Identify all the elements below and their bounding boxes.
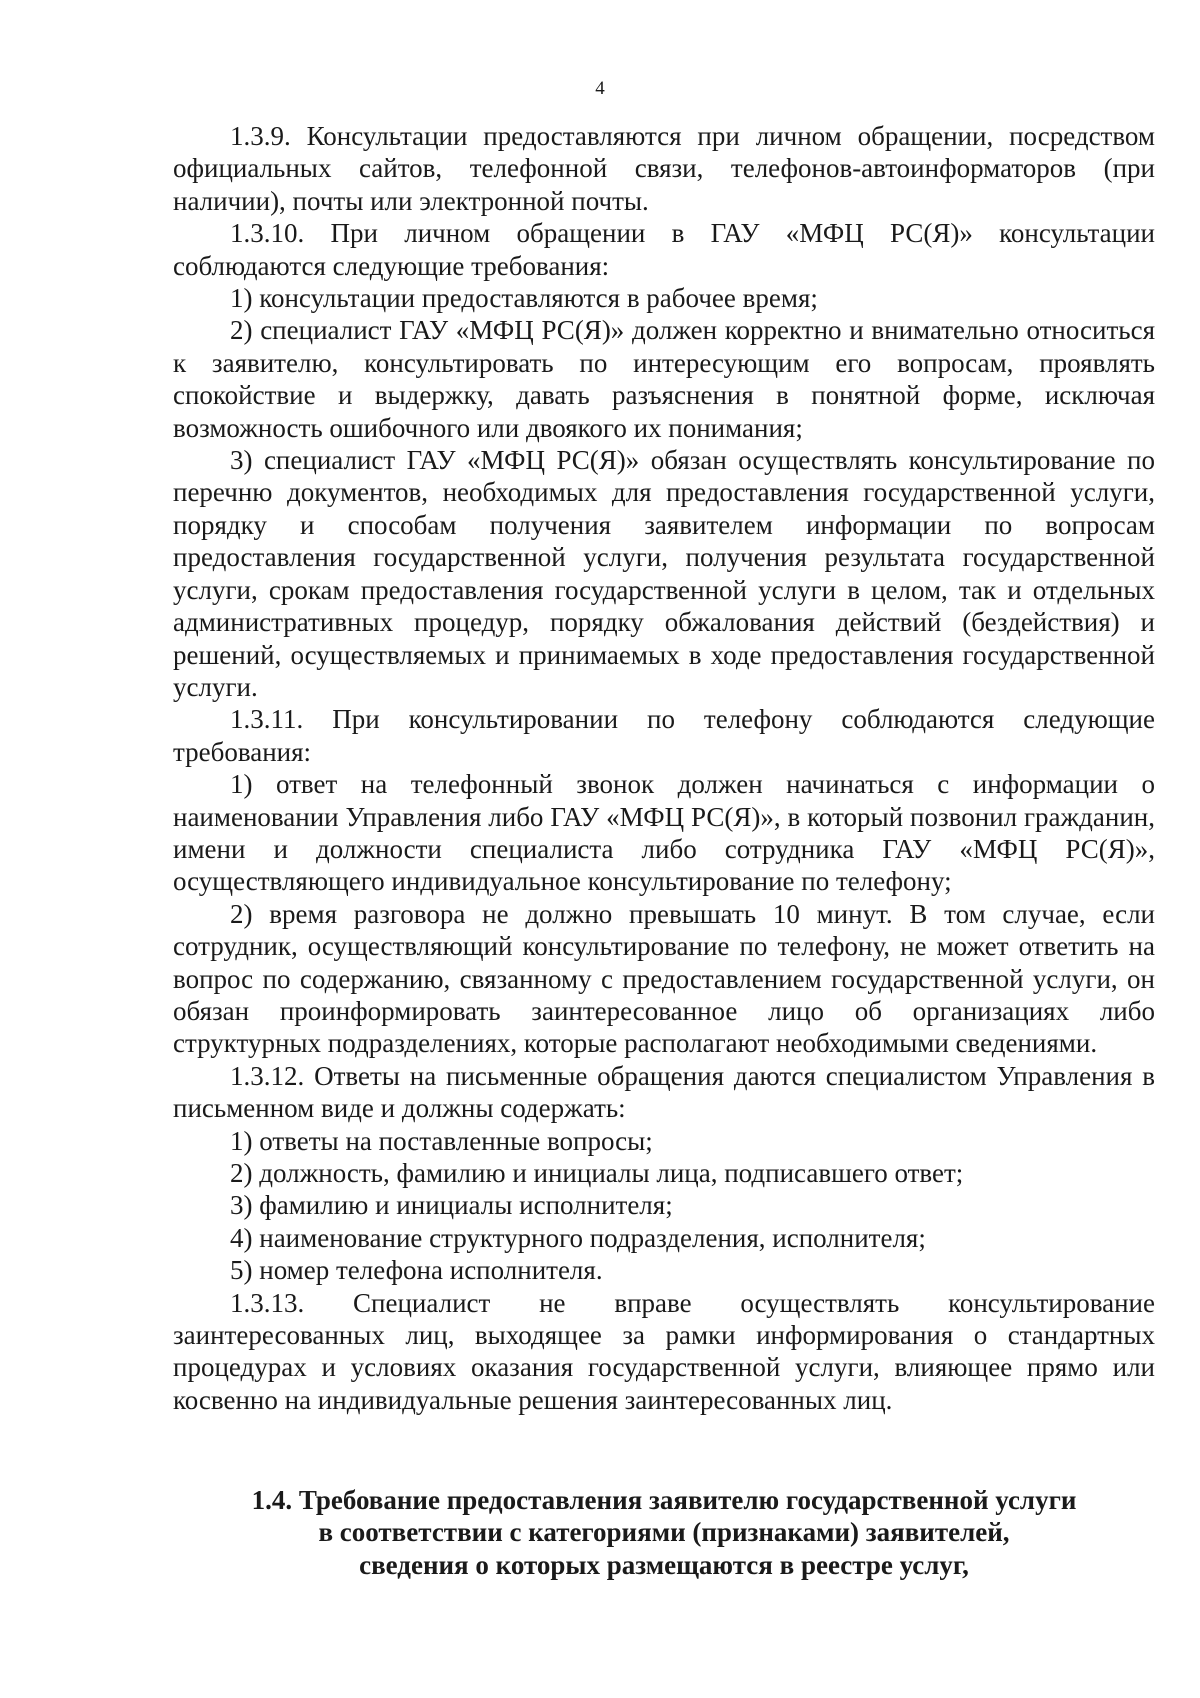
page-number: 4	[595, 78, 605, 99]
heading-line: сведения о которых размещаются в реестре услуг,	[359, 1549, 969, 1580]
heading-line: 1.4. Требование предоставления заявителю государственной услуги	[251, 1485, 1077, 1515]
list-item: 2) специалист ГАУ «МФЦ РС(Я)» должен корректно и внимательно относиться к заявителю, консультировать по интересующим его вопросам, проявлять спокойствие и выдержку, давать разъяснения в понятной форме, исключая возможность ошибочного или двоякого их понимания;	[173, 315, 1155, 443]
heading-line: в соответствии с категориями (признаками) заявителей,	[318, 1517, 1010, 1548]
list-item: 5) номер телефона исполнителя.	[230, 1255, 603, 1286]
list-item: 3) специалист ГАУ «МФЦ РС(Я)» обязан осуществлять консультирование по перечню документов, необходимых для предоставления государственной услуги, порядку и способам получения заявителем информации по вопросам предоставления государственной услуги, получения результата государственной услуги, срокам предоставления государственной услуги в целом, так и отдельных административных процедур, порядку обжалования действий (бездействия) и решений, осуществляемых и принимаемых в ходе предоставления государственной услуги.	[173, 445, 1155, 702]
paragraph-1-3-11: 1.3.11. При консультировании по телефону соблюдаются следующие требования:	[173, 704, 1155, 767]
list-item: 2) время разговора не должно превышать 10 минут. В том случае, если сотрудник, осуществляющий консультирование по телефону, не может ответить на вопрос по содержанию, связанному с предоставлением государственной услуги, он обязан проинформировать заинтересованное лицо об организациях либо структурных подразделениях, которые располагают необходимыми сведениями.	[173, 898, 1155, 1059]
paragraph-1-3-12: 1.3.12. Ответы на письменные обращения даются специалистом Управления в письменном виде и должны содержать:	[173, 1060, 1155, 1124]
list-item: 1) ответы на поставленные вопросы;	[230, 1125, 653, 1156]
document-body	[173, 120, 1155, 1416]
list-item: 1) ответ на телефонный звонок должен начинаться с информации о наименовании Управления либо ГАУ «МФЦ РС(Я)», в который позвонил гражданин, имени и должности специалиста либо сотрудника ГАУ «МФЦ РС(Я)», осуществляющего индивидуальное консультирование по телефону;	[173, 769, 1155, 897]
list-item: 3) фамилию и инициалы исполнителя;	[230, 1190, 673, 1221]
paragraph-1-3-10: 1.3.10. При личном обращении в ГАУ «МФЦ РС(Я)» консультации соблюдаются следующие требования:	[173, 218, 1155, 281]
paragraph-1-3-13: 1.3.13. Специалист не вправе осуществлять консультирование заинтересованных лиц, выходящее за рамки информирования о стандартных процедурах и условиях оказания государственной услуги, влияющее прямо или косвенно на индивидуальные решения заинтересованных лиц.	[173, 1287, 1155, 1415]
list-item: 2) должность, фамилию и инициалы лица, подписавшего ответ;	[230, 1158, 964, 1188]
list-item: 1) консультации предоставляются в рабочее время;	[230, 283, 818, 314]
section-heading-1-4	[173, 1484, 1155, 1581]
list-item: 4) наименование структурного подразделения, исполнителя;	[230, 1222, 926, 1253]
paragraph-1-3-9: 1.3.9. Консультации предоставляются при личном обращении, посредством официальных сайтов, телефонной связи, телефонов-автоинформаторов (при наличии), почты или электронной почты.	[173, 121, 1155, 216]
